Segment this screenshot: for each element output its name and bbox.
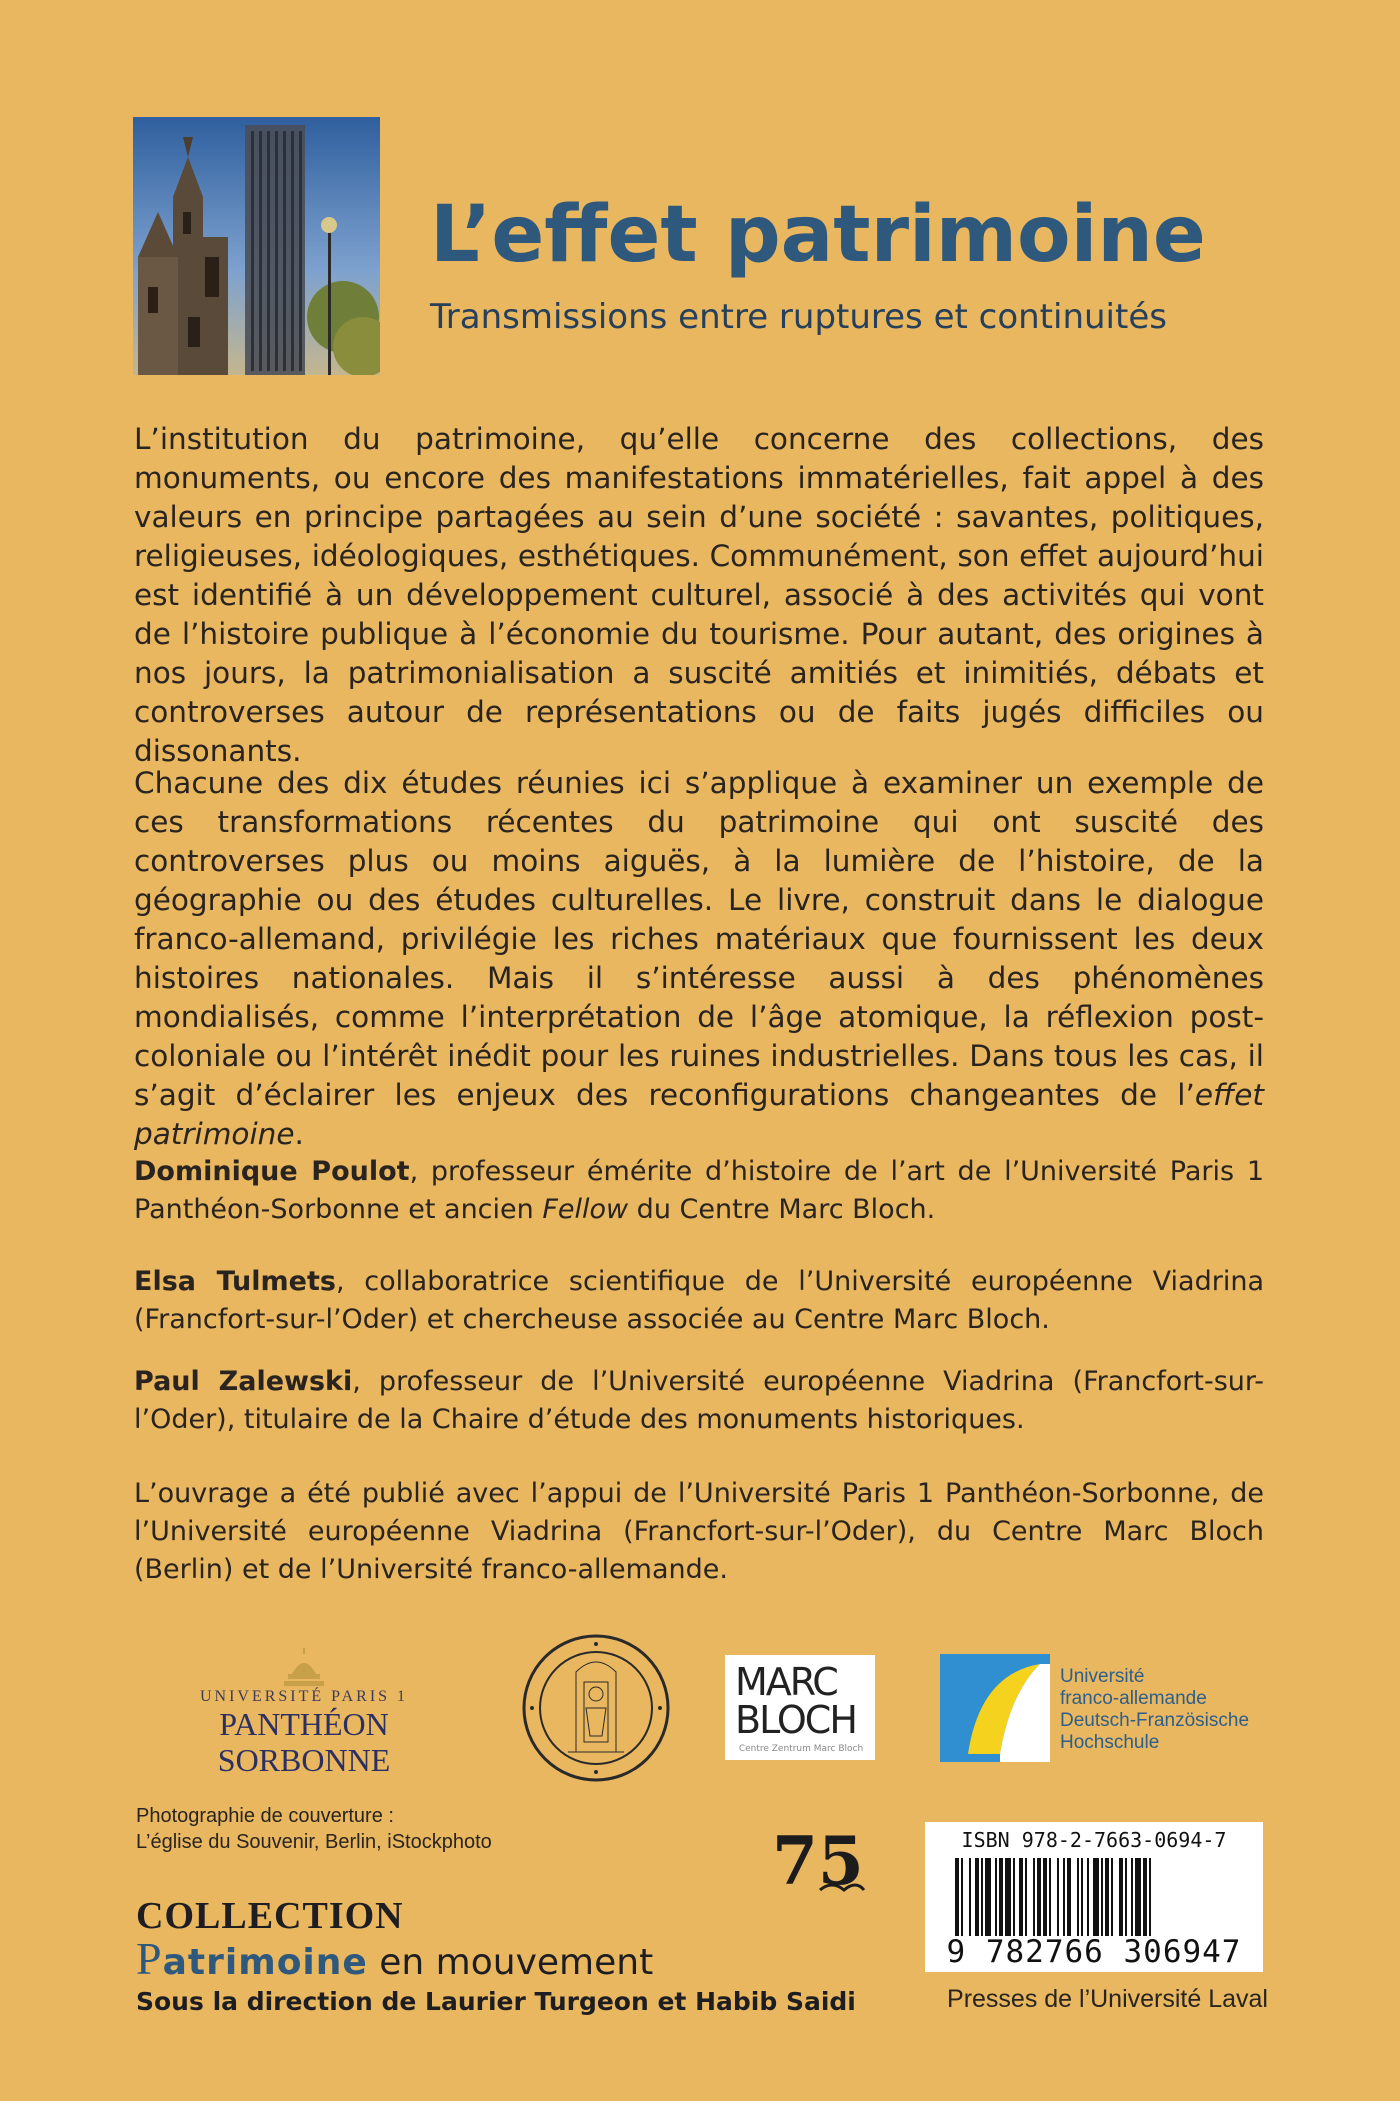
- collection-name-first-letter: P: [136, 1933, 163, 1984]
- collection-name-rest: atrimoine: [162, 1942, 368, 1983]
- collection-label: COLLECTION: [136, 1895, 404, 1937]
- marc-bloch-sub: Centre Zentrum Marc Bloch: [738, 1744, 864, 1754]
- collection-direction: Sous la direction de Laurier Turgeon et Habib Saidi: [136, 1987, 856, 2016]
- church-photo-illustration: [133, 117, 380, 375]
- publisher-name: Presses de l’Université Laval: [947, 1985, 1268, 2013]
- author-name: Paul Zalewski: [134, 1366, 353, 1397]
- ufa-logo-text: [1060, 1666, 1290, 1754]
- collection-name-patrimoine: [136, 1933, 368, 1984]
- paris1-line2: PANTHÉON SORBONNE: [217, 1706, 391, 1778]
- book-subtitle: Transmissions entre ruptures et continuités: [430, 297, 1167, 337]
- ufa-line4: Hochschule: [1060, 1732, 1160, 1753]
- ufa-line2: franco-allemande: [1060, 1688, 1207, 1709]
- marc-bloch-logo: [725, 1655, 875, 1760]
- paris1-logo: [134, 1648, 474, 1778]
- collection-name: [136, 1933, 876, 1985]
- paris1-line1: UNIVERSITÉ PARIS 1: [199, 1688, 409, 1705]
- anniversary-mark: 75: [772, 1822, 864, 1900]
- author-bio-tulmets: [134, 1263, 1264, 1339]
- cover-photo: [133, 117, 380, 375]
- book-title: L’effet patrimoine: [430, 190, 1206, 280]
- author-bio-zalewski: [134, 1363, 1264, 1439]
- paragraph-2-main: Chacune des dix études réunies ici s’applique à examiner un exemple de ces transformations récentes du patrimoine qui ont suscité des controverses plus ou moins aiguës, à la lumière de l’histoire, de la géographie ou des études culturelles. Le livre, construit dans le dialogue franco-allemand, privilégie les riches matériaux que fournissent les deux histoires nationales. Mais il s’intéresse aussi à des phénomènes mondialisés, comme l’interprétation de l’âge atomique, la réflexion post-coloniale ou l’intérêt inédit pour les ruines industrielles. Dans tous les cas, il s’agit d’éclairer les enjeux des reconfigurations changeantes de l’: [134, 766, 1264, 1112]
- anniversary-75-logo: [770, 1820, 866, 1900]
- paragraph-2-end: .: [294, 1117, 304, 1151]
- marc-bloch-line2: BLOCH: [735, 1698, 856, 1742]
- marc-bloch-line1: MARC: [735, 1660, 837, 1704]
- author-italic: Fellow: [542, 1194, 629, 1225]
- ufa-line1: Université: [1060, 1666, 1145, 1687]
- author-bio-poulot: [134, 1153, 1264, 1229]
- author-text-after: du Centre Marc Bloch.: [628, 1194, 936, 1225]
- support-statement: L’ouvrage a été publié avec l’appui de l’Université Paris 1 Panthéon-Sorbonne, de l’Université européenne Viadrina (Francfort-sur-l’Oder), du Centre Marc Bloch (Berlin) et de l’Université franco-allemande.: [134, 1478, 1264, 1585]
- barcode-icon: [955, 1858, 1235, 1936]
- author-text: , professeur émérite d’histoire de l’art de l’Université Paris 1 Panthéon-Sorbonne et ancien: [134, 1156, 1265, 1225]
- isbn-label: ISBN 978-2-7663-0694-7: [961, 1828, 1227, 1852]
- description-paragraph-1: L’institution du patrimoine, qu’elle concerne des collections, des monuments, ou encore des manifestations immatérielles, fait appel à des valeurs en principe partagées au sein d’une société : savantes, politiques, religieuses, idéologiques, esthétiques. Communément, son effet aujourd’hui est identifié à un développement culturel, associé à des activités qui vont de l’histoire publique à l’économie du tourisme. Pour autant, des origines à nos jours, la patrimonialisation a suscité amitiés et inimitiés, débats et controverses autour de représentations ou de faits jugés difficiles ou dissonants.: [134, 422, 1264, 768]
- author-name: Dominique Poulot: [134, 1156, 410, 1187]
- description-paragraph-2: [134, 764, 1264, 1154]
- photo-credit: [136, 1803, 636, 1855]
- photo-credit-line1: Photographie de couverture :: [136, 1805, 394, 1827]
- pantheon-dome-icon: [282, 1648, 326, 1688]
- ufa-logo-mark-icon: [940, 1654, 1050, 1762]
- author-text: , professeur de l’Université européenne Viadrina (Francfort-sur-l’Oder), titulaire de la Chaire d’étude des monuments historiques.: [134, 1366, 1264, 1435]
- photo-credit-line2: L’église du Souvenir, Berlin, iStockphoto: [136, 1831, 492, 1853]
- author-name: Elsa Tulmets: [134, 1266, 336, 1297]
- paragraph-2-italic: effet patrimoine: [134, 1078, 1264, 1151]
- collection-name-suffix: en mouvement: [367, 1942, 654, 1983]
- ean-digits: 9 782766 306947: [946, 1934, 1242, 1970]
- marc-bloch-wordmark: [735, 1660, 865, 1742]
- author-text: , collaboratrice scientifique de l’Université européenne Viadrina (Francfort-sur-l’Oder) et chercheuse associée au Centre Marc Bloch.: [134, 1266, 1265, 1335]
- isbn-barcode-box: [925, 1822, 1263, 1972]
- collection-block: [136, 1895, 876, 2019]
- viadrina-seal-icon: [520, 1632, 672, 1784]
- ufa-line3: Deutsch-Französische: [1060, 1710, 1250, 1731]
